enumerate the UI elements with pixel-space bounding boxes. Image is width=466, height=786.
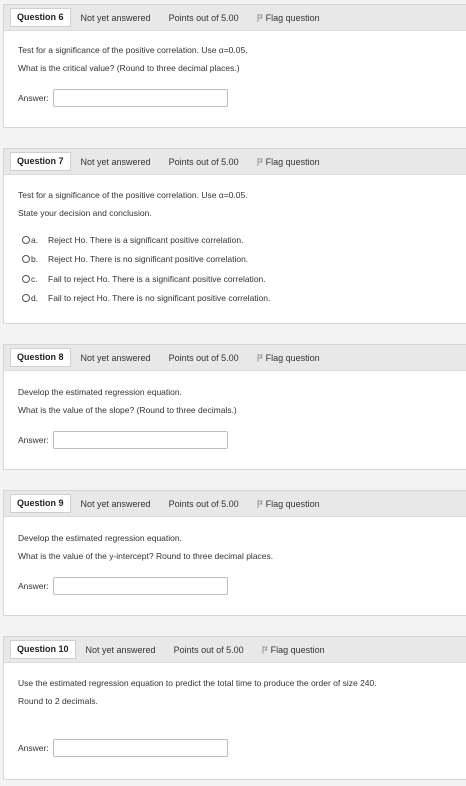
- option-letter: a.: [31, 234, 39, 245]
- answer-label: Answer:: [18, 743, 49, 753]
- question-line: Develop the estimated regression equation.: [18, 387, 182, 397]
- answer-label: Answer:: [18, 435, 49, 445]
- question-number: Question 6: [10, 8, 71, 27]
- question-status: Not yet answered: [80, 12, 151, 23]
- question-number: Question 10: [10, 640, 76, 659]
- question-6-card: [3, 4, 466, 128]
- question-status: Not yet answered: [80, 156, 151, 167]
- flag-question-label: Flag question: [265, 498, 320, 509]
- answer-row: [18, 89, 228, 107]
- question-number: Question 9: [10, 494, 71, 513]
- question-8-card: [3, 344, 466, 470]
- flag-question-label: Flag question: [270, 644, 325, 655]
- answer-options: [22, 230, 270, 308]
- option-a[interactable]: [22, 230, 270, 250]
- question-text: [4, 371, 466, 419]
- question-line: Test for a significance of the positive correlation. Use α=0.05.: [18, 190, 248, 200]
- question-text: [4, 517, 466, 565]
- radio-button[interactable]: [22, 236, 30, 244]
- answer-label: Answer:: [18, 581, 49, 591]
- question-10-header: [4, 637, 466, 663]
- question-line: State your decision and conclusion.: [18, 208, 152, 218]
- option-text: Reject Ho. There is a significant positive correlation.: [48, 234, 244, 245]
- option-b[interactable]: [22, 250, 270, 270]
- question-6-header: [4, 5, 466, 31]
- question-line: Use the estimated regression equation to predict the total time to produce the order of size 240.: [18, 678, 377, 688]
- question-points: Points out of 5.00: [168, 12, 239, 23]
- question-7-header: [4, 149, 466, 175]
- option-text: Reject Ho. There is no significant positive correlation.: [48, 254, 249, 265]
- answer-label: Answer:: [18, 93, 49, 103]
- option-letter: d.: [31, 293, 39, 304]
- question-number: Question 8: [10, 348, 71, 367]
- answer-row: [18, 739, 228, 757]
- question-status: Not yet answered: [80, 498, 151, 509]
- option-text: Fail to reject Ho. There is a significant positive correlation.: [48, 273, 266, 284]
- flag-question-label: Flag question: [265, 12, 320, 23]
- question-points: Points out of 5.00: [168, 156, 239, 167]
- flag-icon: [257, 158, 263, 166]
- question-number: Question 7: [10, 152, 71, 171]
- question-line: Test for a significance of the positive correlation. Use α=0.05.: [18, 45, 248, 55]
- flag-question-link[interactable]: [257, 499, 320, 509]
- answer-input[interactable]: [53, 89, 228, 107]
- question-points: Points out of 5.00: [173, 644, 244, 655]
- question-9-header: [4, 491, 466, 517]
- answer-row: [18, 431, 228, 449]
- flag-icon: [257, 354, 263, 362]
- answer-input[interactable]: [53, 739, 228, 757]
- question-10-card: [3, 636, 466, 780]
- flag-icon: [257, 14, 263, 22]
- question-points: Points out of 5.00: [168, 352, 239, 363]
- question-points: Points out of 5.00: [168, 498, 239, 509]
- flag-icon: [262, 646, 268, 654]
- question-line: What is the value of the y-intercept? Round to three decimal places.: [18, 551, 274, 561]
- question-9-card: [3, 490, 466, 616]
- radio-button[interactable]: [22, 294, 30, 302]
- question-8-header: [4, 345, 466, 371]
- flag-question-label: Flag question: [265, 352, 320, 363]
- answer-input[interactable]: [53, 431, 228, 449]
- answer-input[interactable]: [53, 577, 228, 595]
- question-text: [4, 31, 466, 77]
- flag-question-link[interactable]: [257, 353, 320, 363]
- flag-icon: [257, 500, 263, 508]
- option-c[interactable]: [22, 269, 270, 289]
- question-line: Develop the estimated regression equation.: [18, 533, 182, 543]
- question-status: Not yet answered: [85, 644, 156, 655]
- flag-question-label: Flag question: [265, 156, 320, 167]
- option-text: Fail to reject Ho. There is no significant positive correlation.: [48, 293, 271, 304]
- option-letter: c.: [31, 273, 38, 284]
- radio-button[interactable]: [22, 255, 30, 263]
- flag-question-link[interactable]: [257, 13, 320, 23]
- answer-row: [18, 577, 228, 595]
- question-text: [4, 175, 466, 222]
- option-d[interactable]: [22, 289, 270, 309]
- question-line: What is the critical value? (Round to three decimal places.): [18, 63, 240, 73]
- question-line: Round to 2 decimals.: [18, 696, 98, 706]
- flag-question-link[interactable]: [257, 157, 320, 167]
- option-letter: b.: [31, 254, 39, 265]
- flag-question-link[interactable]: [262, 645, 325, 655]
- question-line: What is the value of the slope? (Round to three decimals.): [18, 405, 237, 415]
- radio-button[interactable]: [22, 275, 30, 283]
- question-status: Not yet answered: [80, 352, 151, 363]
- question-text: [4, 663, 466, 710]
- question-7-card: [3, 148, 466, 324]
